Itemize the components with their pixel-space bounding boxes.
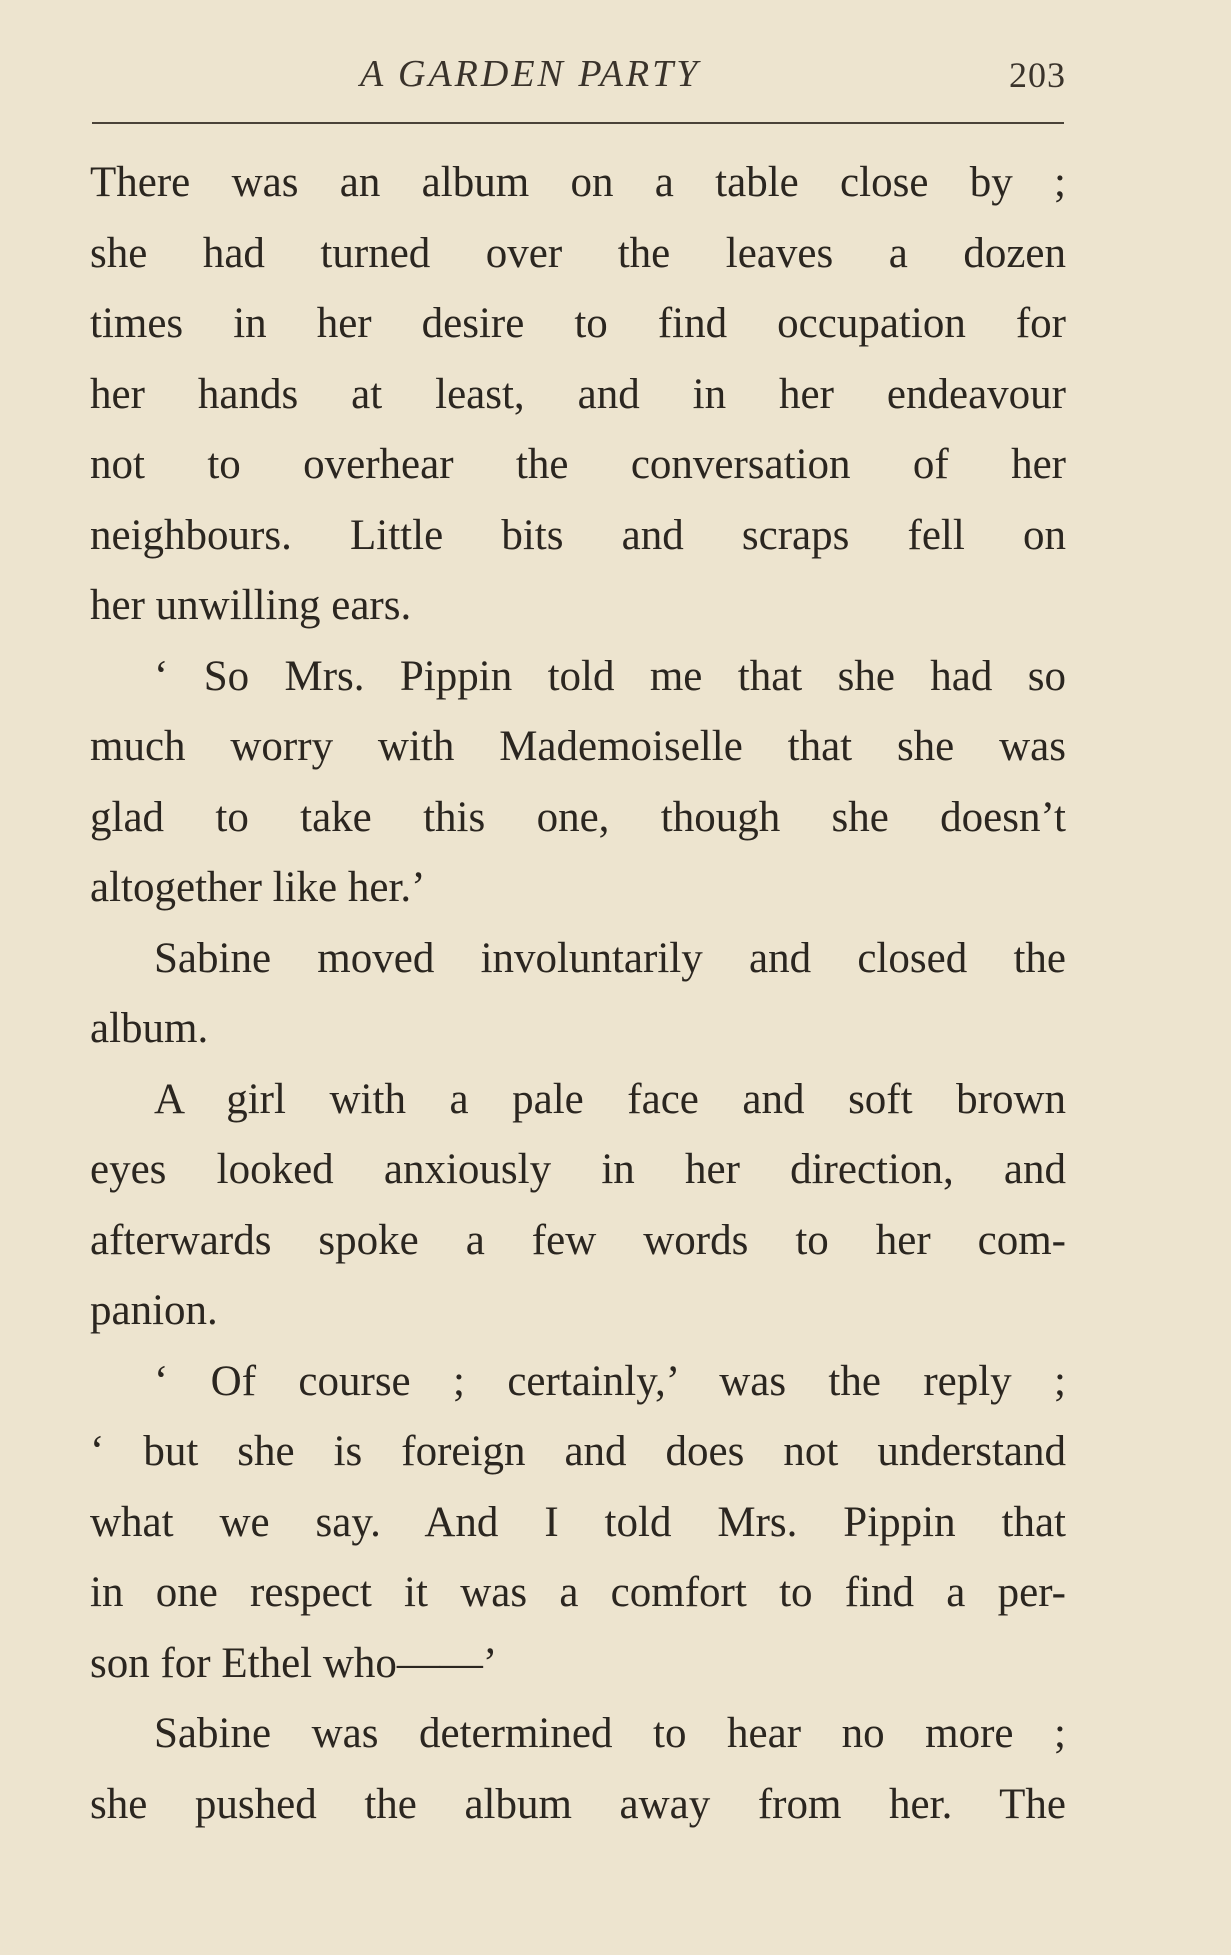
text-line: her hands at least, and in her endeavour bbox=[90, 370, 1066, 418]
page-number: 203 bbox=[1009, 55, 1066, 95]
text-line: afterwards spoke a few words to her com- bbox=[90, 1216, 1066, 1264]
text-line: panion. bbox=[90, 1287, 218, 1334]
text-line: A girl with a pale face and soft brown bbox=[154, 1075, 1066, 1123]
text-line: her unwilling ears. bbox=[90, 582, 412, 629]
text-line: much worry with Mademoiselle that she was bbox=[90, 723, 1066, 770]
text-line: neighbours. Little bits and scraps fell on bbox=[90, 511, 1066, 559]
text-line: not to overhear the conversation of her bbox=[90, 441, 1066, 488]
text-line: Sabine was determined to hear no more ; bbox=[154, 1710, 1066, 1757]
text-line: ‘ Of course ; certainly,’ was the reply ; bbox=[154, 1357, 1066, 1405]
text-line: what we say. And I told Mrs. Pippin that bbox=[90, 1498, 1066, 1546]
text-line: altogether like her.’ bbox=[90, 864, 426, 911]
text-line: times in her desire to find occupation for bbox=[90, 300, 1066, 347]
text-line: she had turned over the leaves a dozen bbox=[90, 229, 1066, 277]
text-line: ‘ but she is foreign and does not understand bbox=[90, 1428, 1066, 1475]
text-line: in one respect it was a comfort to find a per- bbox=[90, 1569, 1066, 1616]
text-line: Sabine moved involuntarily and closed the bbox=[154, 934, 1066, 982]
text-line: There was an album on a table close by ; bbox=[90, 159, 1066, 206]
header-rule bbox=[92, 122, 1064, 124]
text-line: she pushed the album away from her. The bbox=[90, 1780, 1066, 1828]
text-line: ‘ So Mrs. Pippin told me that she had so bbox=[154, 652, 1066, 700]
body-text bbox=[90, 148, 1066, 1840]
text-line: glad to take this one, though she doesn’t bbox=[90, 793, 1066, 841]
text-line: eyes looked anxiously in her direction, and bbox=[90, 1146, 1066, 1193]
running-head bbox=[90, 52, 1066, 112]
text-line: album. bbox=[90, 1005, 209, 1052]
running-title: A GARDEN PARTY bbox=[360, 53, 701, 95]
text-line: son for Ethel who——’ bbox=[90, 1639, 498, 1687]
